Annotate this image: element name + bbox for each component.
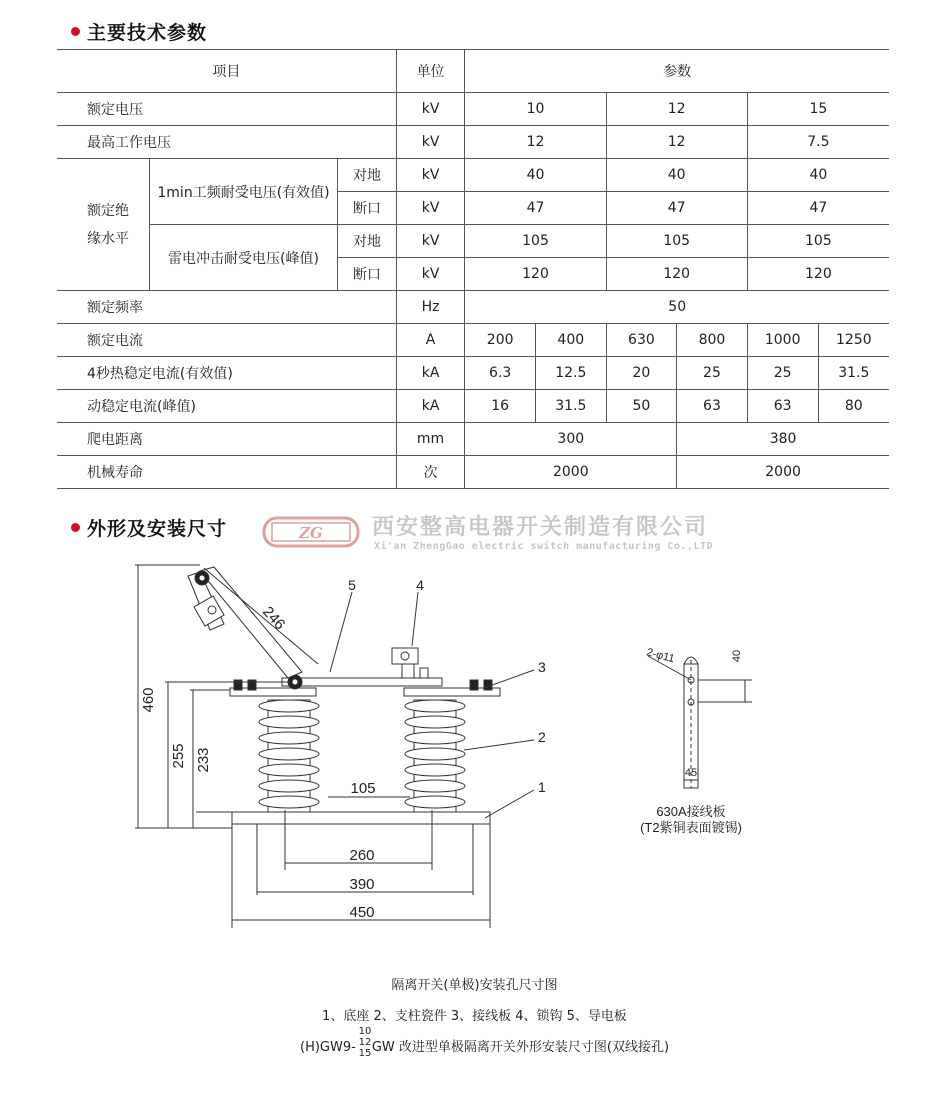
section-title-dimensions: 外形及安装尺寸 <box>71 514 227 541</box>
company-name-en: Xi'an ZhengGao electric switch manufacturing Co.,LTD <box>374 541 714 552</box>
header-unit: 单位 <box>396 50 465 93</box>
svg-text:3: 3 <box>538 659 546 675</box>
header-param: 参数 <box>465 50 889 93</box>
svg-text:233: 233 <box>195 747 212 773</box>
svg-text:(T2紫铜表面镀锡): (T2紫铜表面镀锡) <box>640 820 742 835</box>
svg-text:255: 255 <box>170 743 187 769</box>
table-row: 最高工作电压 kV 12 12 7.5 <box>57 126 889 159</box>
table-row: 额定电流 A 200 400 630 800 1000 1250 <box>57 324 889 357</box>
base-plate <box>232 812 490 824</box>
terminal-plate-detail <box>648 656 752 788</box>
caption-title: 隔离开关(单极)安装孔尺寸图 <box>391 978 558 993</box>
header-item: 项目 <box>57 50 396 93</box>
table-row: 爬电距离 mm 300 380 <box>57 423 889 456</box>
svg-text:5: 5 <box>348 577 356 593</box>
table-row: 额定电压 kV 10 12 15 <box>57 93 889 126</box>
section-title-specs: 主要技术参数 <box>71 18 207 45</box>
svg-text:630A接线板: 630A接线板 <box>656 804 726 819</box>
svg-text:ZG: ZG <box>299 524 323 542</box>
company-name-cn: 西安整高电器开关制造有限公司 <box>372 515 709 540</box>
table-row: 雷电冲击耐受电压(峰值) 对地 kV 105 105 105 <box>57 225 889 258</box>
caption-model-fraction: 10 12 15 <box>358 1026 372 1059</box>
table-row: 4秒热稳定电流(有效值) kA 6.3 12.5 20 25 25 31.5 <box>57 357 889 390</box>
svg-text:460: 460 <box>140 687 157 713</box>
svg-text:45: 45 <box>684 767 698 779</box>
conducting-plate <box>282 678 442 686</box>
svg-text:260: 260 <box>349 847 375 864</box>
table-row: 机械寿命 次 2000 2000 <box>57 456 889 489</box>
table-row: 断口 kV 120 120 120 <box>57 258 889 291</box>
lock-hook <box>392 648 428 678</box>
svg-text:450: 450 <box>349 904 375 921</box>
caption-legend: 1、底座 2、支柱瓷件 3、接线板 4、锁钩 5、导电板 <box>322 1009 627 1024</box>
insulation-label: 额定绝 缘水平 <box>57 159 149 291</box>
svg-text:390: 390 <box>349 876 375 893</box>
left-insulator <box>259 700 319 812</box>
svg-text:1: 1 <box>538 779 546 795</box>
svg-text:2-φ11: 2-φ11 <box>645 646 676 666</box>
table-row: 额定频率 Hz 50 <box>57 291 889 324</box>
table-row: 额定绝 缘水平 1min工频耐受电压(有效值) 对地 kV 40 40 40 <box>57 159 889 192</box>
svg-text:4: 4 <box>416 577 424 593</box>
svg-text:105: 105 <box>350 780 376 797</box>
svg-text:40: 40 <box>731 649 743 663</box>
table-row: 断口 kV 47 47 47 <box>57 192 889 225</box>
caption-model: (H)GW9- GW 改进型单极隔离开关外形安装尺寸图(双线接孔) <box>300 1040 670 1055</box>
svg-text:246: 246 <box>259 603 289 634</box>
svg-text:2: 2 <box>538 729 546 745</box>
table-row: 动稳定电流(峰值) kA 16 31.5 50 63 63 80 <box>57 390 889 423</box>
right-insulator <box>405 700 465 812</box>
